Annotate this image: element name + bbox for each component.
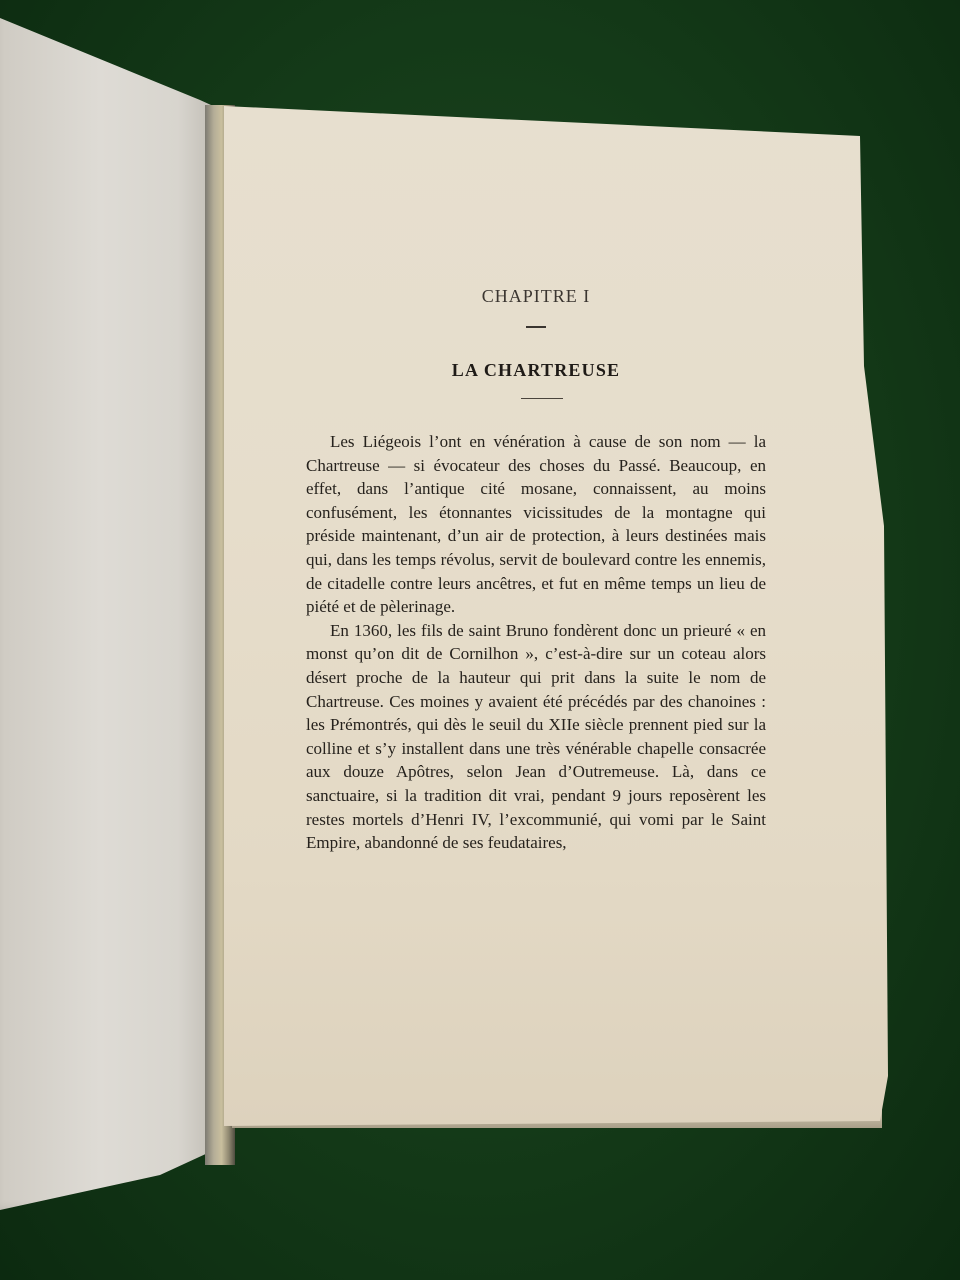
body-text (306, 430, 766, 855)
title-rule (521, 398, 563, 399)
left-blank-page (0, 0, 222, 1210)
chapter-title: LA CHARTREUSE (451, 360, 621, 380)
paragraph-1: Les Liégeois l’ont en vénération à cause de son nom — la Chartreuse — si évocateur des choses du Passé. Beaucoup, en effet, dans l’antique cité mosane, connaissent, au moins confusément, les étonnantes vicissitudes de la montagne qui préside maintenant, d’un air de protection, à leurs destinées mais qui, dans les temps révolus, servit de boulevard contre les ennemis, de citadelle contre leurs ancêtres, et fut en même temps un lieu de piété et de pèlerinage. (306, 432, 766, 617)
heading-rule (526, 326, 546, 328)
paragraph-2: En 1360, les fils de saint Bruno fondèrent donc un prieuré « en monst qu’on dit de Cornilhon », c’est-à-dire sur un coteau alors désert proche de la hauteur qui prit dans la suite le nom de Chartreuse. Ces moines y avaient été précédés par des chanoines : les Prémontrés, qui dès le seuil du XIIe siècle prennent pied sur la colline et s’y installent dans une très vénérable chapelle consacrée aux douze Apôtres, selon Jean d’Outremeuse. Là, dans ce sanctuaire, si la tradition dit vrai, pendant 9 jours reposèrent les restes mortels d’Henri IV, l’excommunié, qui vomi par le Saint Empire, abandonné de ses feudataires, (306, 620, 766, 853)
chapter-heading: CHAPITRE I (481, 286, 591, 306)
